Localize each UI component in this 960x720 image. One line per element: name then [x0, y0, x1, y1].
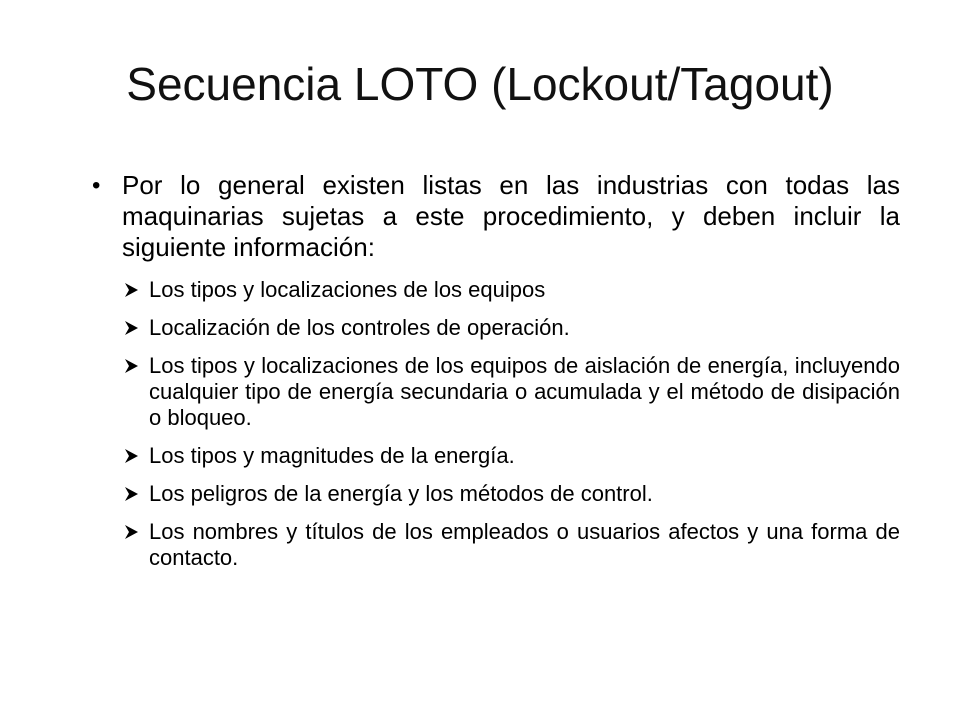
sub-bullet-item	[122, 277, 900, 303]
main-bullet	[92, 170, 900, 263]
sub-bullet-item	[122, 519, 900, 571]
sub-bullet-item	[122, 315, 900, 341]
arrow-bullet-icon	[122, 523, 140, 541]
sub-bullet-text: Los tipos y magnitudes de la energía.	[149, 443, 515, 468]
sub-bullet-text: Los tipos y localizaciones de los equipos de aislación de energía, incluyendo cualquier tipo de energía secundaria o acumulada y el método de disipación o bloqueo.	[149, 353, 900, 430]
sub-bullet-item	[122, 481, 900, 507]
arrow-bullet-icon	[122, 281, 140, 299]
sub-bullet-text: Localización de los controles de operación.	[149, 315, 570, 340]
arrow-bullet-icon	[122, 319, 140, 337]
bullet-dot-icon: •	[92, 172, 101, 199]
sub-bullet-item	[122, 353, 900, 431]
arrow-bullet-icon	[122, 485, 140, 503]
arrow-bullet-icon	[122, 357, 140, 375]
sub-bullet-text: Los peligros de la energía y los métodos de control.	[149, 481, 653, 506]
sub-bullet-text: Los tipos y localizaciones de los equipos	[149, 277, 546, 302]
slide-body	[92, 170, 900, 583]
slide-title: Secuencia LOTO (Lockout/Tagout)	[126, 58, 834, 110]
sub-bullet-list	[92, 277, 900, 571]
arrow-bullet-icon	[122, 447, 140, 465]
sub-bullet-text: Los nombres y títulos de los empleados o usuarios afectos y una forma de contacto.	[149, 519, 900, 570]
sub-bullet-item	[122, 443, 900, 469]
main-bullet-text: Por lo general existen listas en las industrias con todas las maquinarias sujetas a este procedimiento, y deben incluir la siguiente información:	[122, 170, 900, 262]
